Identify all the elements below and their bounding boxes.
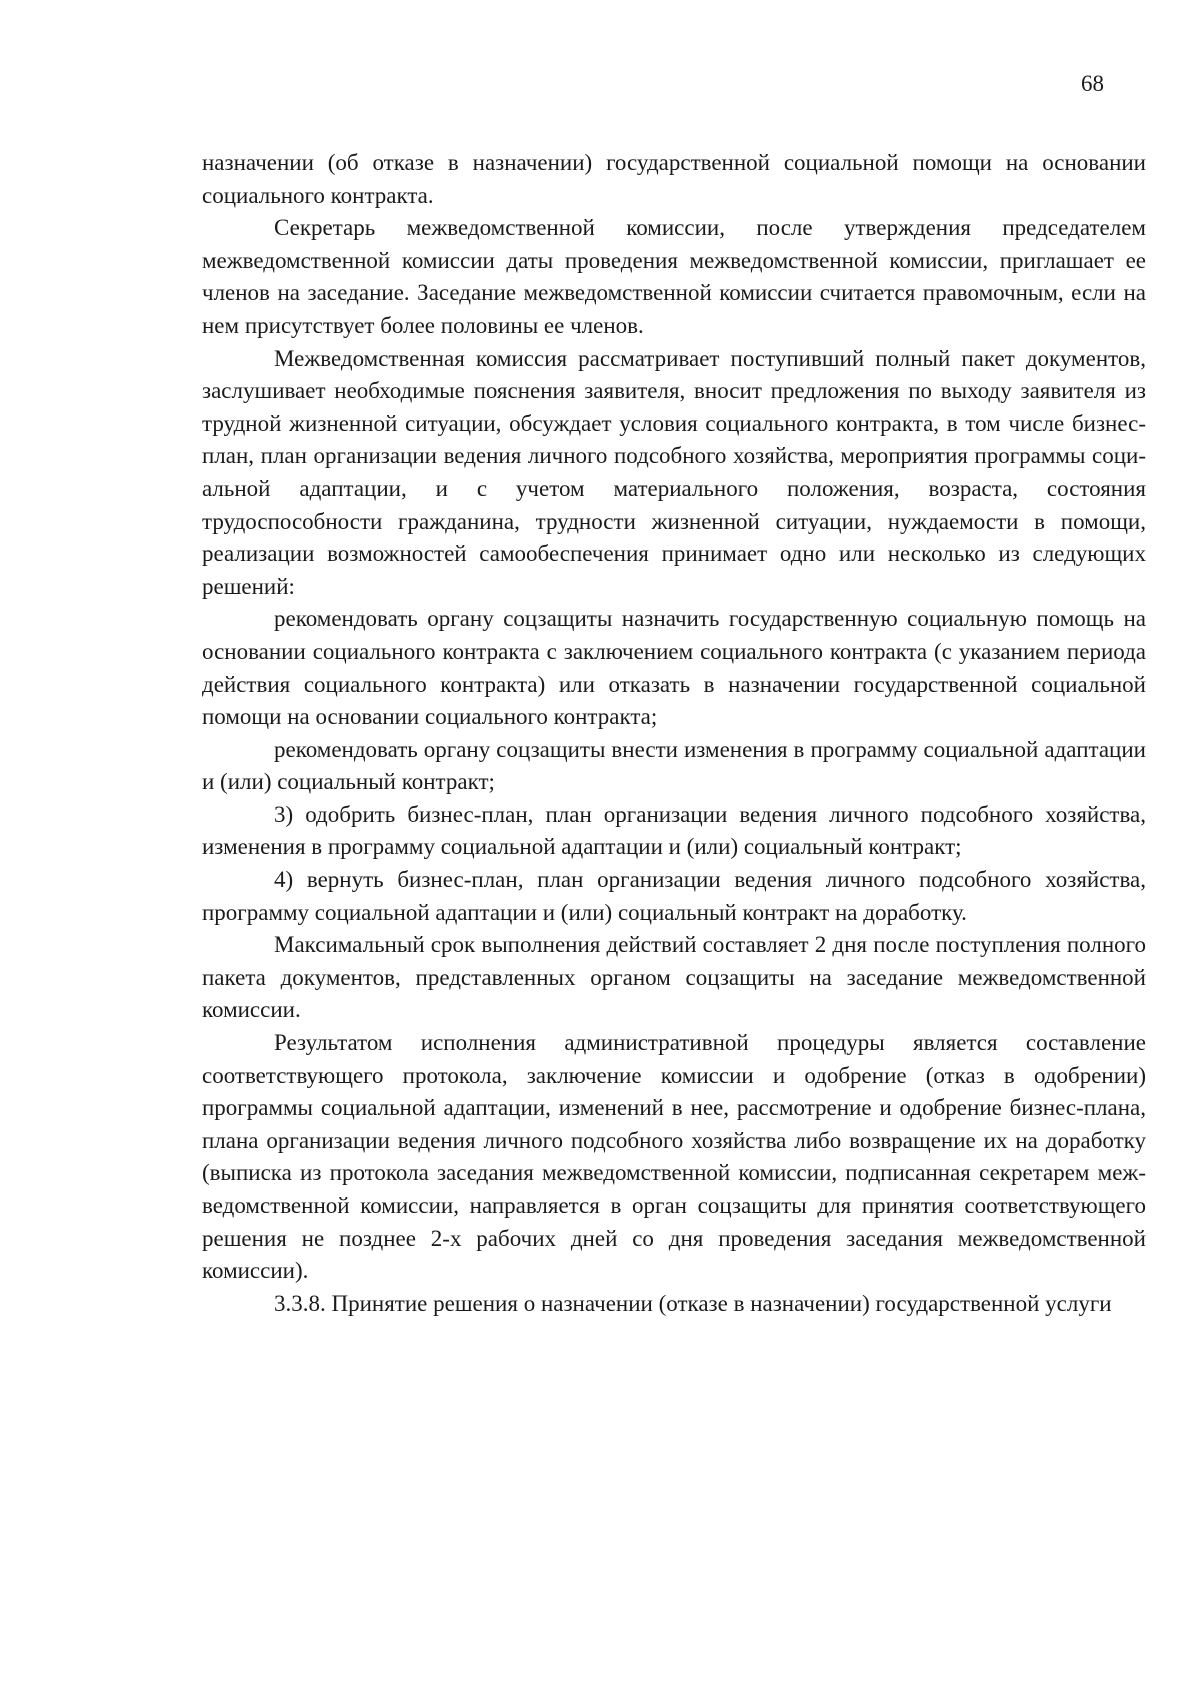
paragraph-result: Результатом исполнения административной процедуры является составление соответствующего протокола, заключение комиссии и одобрение (отказ в одобрении) программы социальной адаптации, изменений в нее, рассмотрение и одобрение бизнес-плана, плана организации ведения личного подсобного хозяйства либо возвращение их на доработку (выписка из протокола заседания межведомственной комиссии, подписанная секретарем межведомственной комиссии, направляется в орган соцзащиты для принятия соответствующего решения не позднее 2-х рабочих дней со дня проведения заседания межведомственной комиссии). xyxy=(202,1030,1146,1284)
decision-item-2: рекомендовать органу соцзащиты внести изменения в программу социальной адаптации и (или) социальный контракт; xyxy=(202,736,1146,795)
page-number: 68 xyxy=(1081,71,1104,96)
paragraph-secretary: Секретарь межведомственной комиссии, после утверждения председателем межведомственной комиссии даты проведения межведомственной комиссии, приглашает ее членов на заседание. Заседание межведомственной комиссии считается правомочным, если на нем присутствует более половины ее членов. xyxy=(202,215,1146,338)
paragraph-commission-review: Межведомственная комиссия рассматривает поступивший полный пакет документов, заслушивает необходимые пояснения заявителя, вносит предложения по выходу заявителя из трудной жизненной ситуации, обсуждает условия социального контракта, в том числе бизнес-план, план организации ведения личного подсобного хозяйства, мероприятия программы социальной адаптации, и с учетом материального положения, возраста, состояния трудоспособности гражданина, трудности жизненной ситуации, нуждаемости в помощи, реализации возможностей самообеспечения принимает одно или несколько из следующих решений: xyxy=(202,345,1146,599)
paragraph-max-term: Максимальный срок выполнения действий составляет 2 дня после поступления полного пакета документов, представленных органом соцзащиты на заседание межведомственной комиссии. xyxy=(202,932,1146,1023)
decision-item-3: 3) одобрить бизнес-план, план организации ведения личного подсобного хозяйства, изменения в программу социальной адаптации и (или) социальный контракт; xyxy=(202,801,1146,860)
decision-item-4: 4) вернуть бизнес-план, план организации ведения личного подсобного хозяйства, программу социальной адаптации и (или) социальный контракт на доработку. xyxy=(202,867,1146,925)
decision-item-1: рекомендовать органу соцзащиты назначить государственную социальную помощь на основании социального контракта с заключением социального контракта (с указанием периода действия социального контракта) или отказать в назначении государственной социальной помощи на основании социального контракта; xyxy=(202,606,1146,730)
document-body xyxy=(202,147,1146,1320)
paragraph-continuation: назначении (об отказе в назначении) государственной социальной помощи на основании социального контракта. xyxy=(202,150,1146,208)
section-heading-3-3-8: 3.3.8. Принятие решения о назначении (отказе в назначении) государственной услуги xyxy=(274,1290,1112,1316)
